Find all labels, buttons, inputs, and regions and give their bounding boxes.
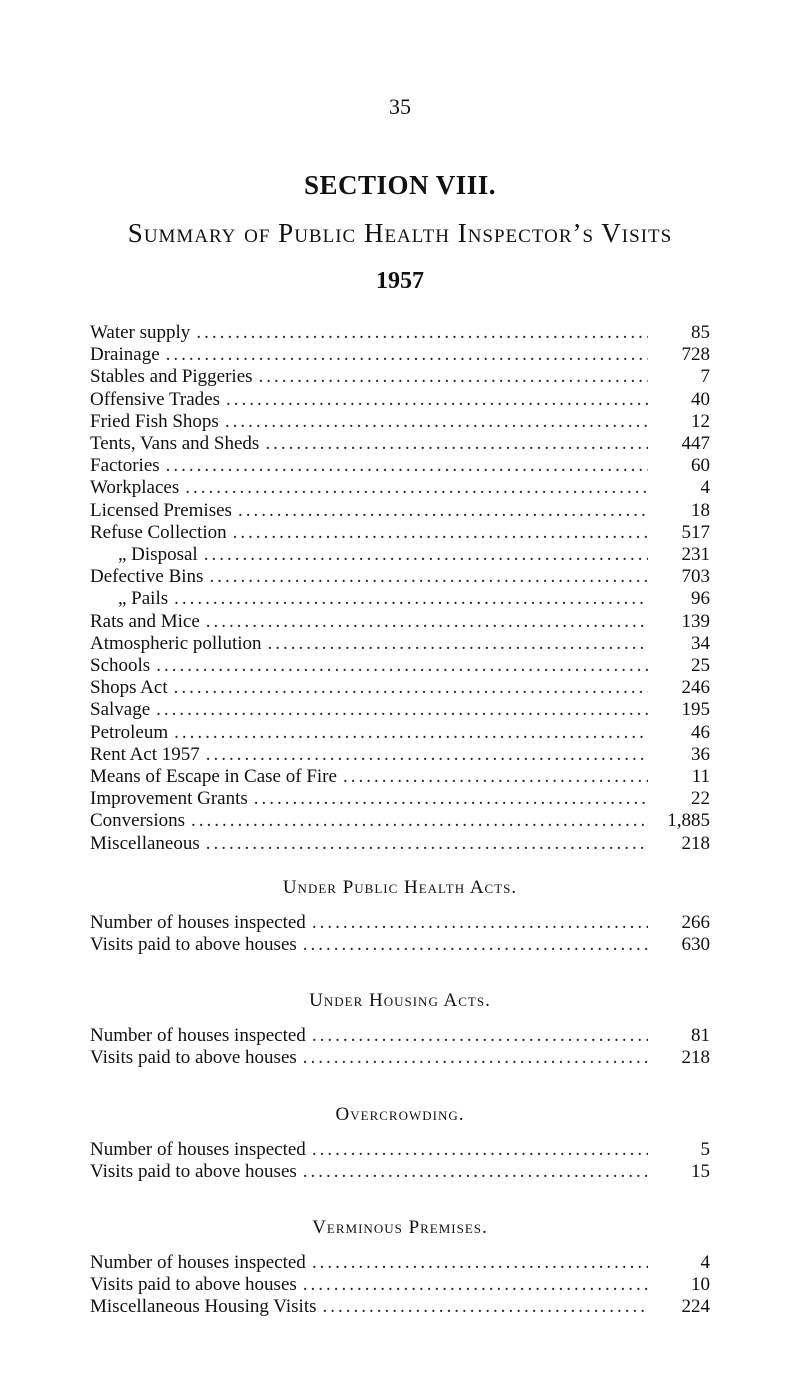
leader-dots: [204, 544, 648, 566]
list-item: [90, 366, 710, 388]
item-label: Defective Bins: [90, 566, 204, 588]
item-value: 4: [700, 477, 710, 499]
item-value: 224: [681, 1296, 710, 1318]
summary-title: Summary of Public Health Inspector’s Visits: [127, 218, 673, 248]
list-item: [90, 633, 710, 655]
item-value: 218: [681, 1047, 710, 1069]
item-value: 218: [681, 832, 710, 854]
item-label: „ Pails: [118, 588, 169, 610]
section-heading: SECTION VIII.: [303, 170, 497, 200]
leader-dots: [259, 366, 648, 388]
list-item: [90, 322, 710, 344]
list-item: [90, 611, 710, 633]
item-label: Schools: [90, 655, 151, 677]
leader-dots: [303, 1047, 648, 1069]
leader-dots: [206, 833, 648, 855]
item-value: 36: [691, 743, 710, 765]
item-label: Workplaces: [90, 477, 180, 499]
leader-dots: [209, 566, 648, 588]
item-label: Improvement Grants: [90, 788, 248, 810]
item-value: 1,885: [667, 810, 710, 832]
list-item: [90, 566, 710, 588]
list-item: [90, 699, 710, 721]
item-label: Number of houses inspected: [90, 1025, 306, 1046]
list-item: [90, 411, 710, 433]
list-item: [90, 677, 710, 699]
item-value: 22: [691, 788, 710, 810]
item-label: Miscellaneous: [90, 832, 200, 854]
item-value: 7: [700, 366, 710, 388]
leader-dots: [303, 1161, 648, 1183]
leader-dots: [156, 699, 648, 721]
leader-dots: [174, 722, 648, 744]
item-label: Number of houses inspected: [90, 912, 306, 933]
housing-heading: Under Housing Acts.: [309, 990, 491, 1011]
leader-dots: [156, 655, 648, 677]
list-item: [90, 500, 710, 522]
list-item: [90, 1047, 710, 1069]
list-item: [90, 1161, 710, 1183]
public-health-list: [90, 912, 710, 956]
list-item: [90, 1252, 710, 1274]
leader-dots: [196, 322, 648, 344]
item-value: 34: [691, 632, 710, 654]
leader-dots: [343, 766, 648, 788]
public-health-heading: Under Public Health Acts.: [282, 877, 518, 898]
leader-dots: [226, 389, 648, 411]
item-value: 630: [681, 934, 710, 956]
leader-dots: [323, 1296, 648, 1318]
leader-dots: [225, 411, 648, 433]
item-label: Visits paid to above houses: [90, 1047, 297, 1069]
leader-dots: [268, 633, 648, 655]
leader-dots: [174, 588, 648, 610]
leader-dots: [233, 522, 648, 544]
item-value: 728: [681, 344, 710, 366]
list-item: [90, 1296, 710, 1318]
item-value: 266: [681, 912, 710, 933]
item-label: Rent Act 1957: [90, 743, 200, 765]
item-label: Visits paid to above houses: [90, 1161, 297, 1183]
item-label: Drainage: [90, 344, 160, 366]
leader-dots: [265, 433, 648, 455]
leader-dots: [238, 500, 648, 522]
item-label: Fried Fish Shops: [90, 410, 219, 432]
item-value: 10: [691, 1274, 710, 1296]
item-label: Water supply: [90, 322, 191, 343]
item-value: 4: [700, 1252, 710, 1273]
item-label: Licensed Premises: [90, 499, 232, 521]
item-value: 40: [691, 388, 710, 410]
item-label: Visits paid to above houses: [90, 934, 297, 956]
item-label: Conversions: [90, 810, 185, 832]
leader-dots: [303, 1274, 648, 1296]
report-year: 1957: [376, 268, 424, 294]
verminous-list: [90, 1252, 710, 1319]
item-value: 85: [691, 322, 710, 343]
list-item: [90, 655, 710, 677]
item-value: 11: [691, 766, 710, 788]
list-item: [90, 344, 710, 366]
verminous-heading: Verminous Premises.: [312, 1217, 488, 1238]
item-label: Miscellaneous Housing Visits: [90, 1296, 317, 1318]
leader-dots: [312, 912, 648, 934]
item-value: 517: [681, 521, 710, 543]
item-label: Visits paid to above houses: [90, 1274, 297, 1296]
item-value: 15: [691, 1161, 710, 1183]
list-item: [90, 810, 710, 832]
leader-dots: [312, 1252, 648, 1274]
leader-dots: [312, 1139, 648, 1161]
item-value: 246: [681, 677, 710, 699]
leader-dots: [206, 744, 648, 766]
list-item: [90, 588, 710, 610]
list-item: [90, 766, 710, 788]
leader-dots: [166, 344, 648, 366]
item-value: 18: [691, 499, 710, 521]
item-value: 703: [681, 566, 710, 588]
item-label: Rats and Mice: [90, 610, 200, 632]
item-value: 139: [681, 610, 710, 632]
item-value: 96: [691, 588, 710, 610]
item-label: Stables and Piggeries: [90, 366, 253, 388]
item-value: 195: [681, 699, 710, 721]
item-value: 60: [691, 455, 710, 477]
list-item: [90, 389, 710, 411]
leader-dots: [191, 810, 648, 832]
item-label: Offensive Trades: [90, 388, 221, 410]
leader-dots: [312, 1025, 648, 1047]
list-item: [90, 722, 710, 744]
item-value: 25: [691, 655, 710, 677]
list-item: [90, 455, 710, 477]
list-item: [90, 833, 710, 855]
item-value: 46: [691, 721, 710, 743]
item-label: Shops Act: [90, 677, 168, 699]
item-label: Atmospheric pollution: [90, 632, 262, 654]
list-item: [90, 522, 710, 544]
item-value: 12: [691, 410, 710, 432]
visits-list: [90, 322, 710, 855]
list-item: [90, 744, 710, 766]
list-item: [90, 912, 710, 934]
housing-list: [90, 1025, 710, 1069]
item-label: Salvage: [90, 699, 151, 721]
leader-dots: [206, 611, 648, 633]
leader-dots: [303, 934, 648, 956]
overcrowding-heading: Overcrowding.: [335, 1104, 465, 1125]
list-item: [90, 788, 710, 810]
list-item: [90, 1025, 710, 1047]
item-label: Number of houses inspected: [90, 1139, 306, 1160]
item-value: 5: [700, 1139, 710, 1160]
list-item: [90, 934, 710, 956]
leader-dots: [254, 788, 648, 810]
list-item: [90, 433, 710, 455]
item-label: Factories: [90, 455, 160, 477]
leader-dots: [174, 677, 648, 699]
item-value: 231: [681, 544, 710, 566]
list-item: [90, 1274, 710, 1296]
list-item: [90, 477, 710, 499]
leader-dots: [166, 455, 648, 477]
item-label: Tents, Vans and Sheds: [90, 433, 260, 455]
item-label: Refuse Collection: [90, 521, 227, 543]
list-item: [90, 1139, 710, 1161]
item-label: Petroleum: [90, 721, 169, 743]
item-label: Number of houses inspected: [90, 1252, 306, 1273]
item-label: Means of Escape in Case of Fire: [90, 766, 337, 788]
page-number: 35: [389, 94, 411, 119]
leader-dots: [185, 477, 648, 499]
item-label: „ Disposal: [118, 544, 198, 566]
list-item: [90, 544, 710, 566]
overcrowding-list: [90, 1139, 710, 1183]
item-value: 447: [681, 433, 710, 455]
item-value: 81: [691, 1025, 710, 1046]
